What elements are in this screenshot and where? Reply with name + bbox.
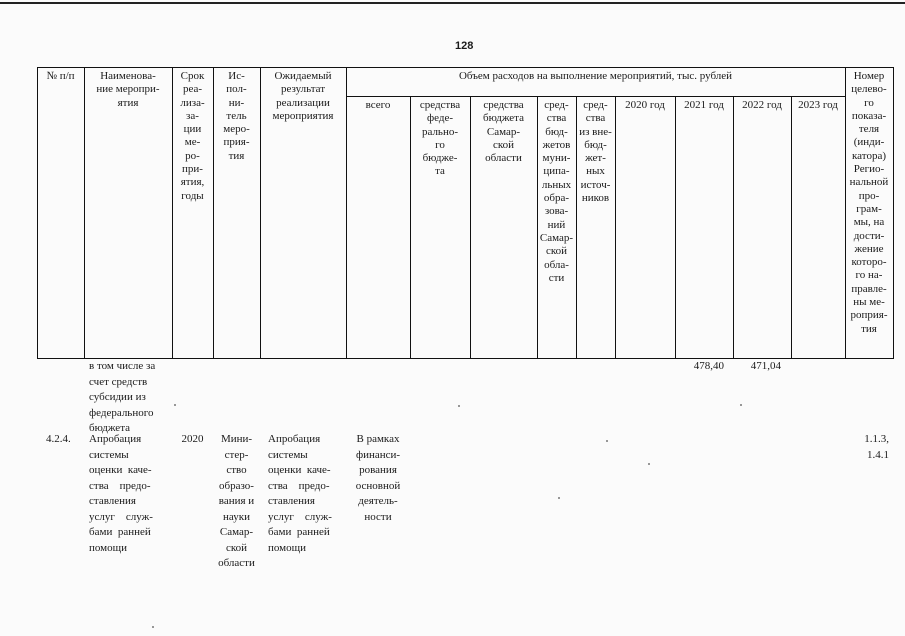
scan-speck [458,405,460,407]
row-number: 4.2.4. [46,433,71,445]
scan-speck [558,497,560,499]
header-col-executor: Ис- пол- ни- тель меро- прия- тия [223,70,250,162]
row-indicator: 1.1.3, 1.4.1 [864,433,889,461]
row-subsidy-2021: 478,40 [693,360,724,372]
page-number: 128 [455,40,474,52]
header-col-name: Наименова- ние меропри- ятия [96,70,160,109]
header-sub-2023: 2023 год [798,99,838,111]
scan-speck [152,626,154,628]
scan-speck [606,440,608,442]
header-col-expenses: Объем расходов на выполнение мероприятий, тыс. рублей [458,70,733,82]
row-term: 2020 [181,433,204,445]
header-col-term: Срок реа- лиза- за- ции ме- ро- при- ятия, годы [180,70,205,202]
header-sub-total: всего [365,99,391,111]
top-rule [0,2,905,4]
row-total: В рамках финанси- рования основной деятель- ности [355,433,401,523]
scan-speck [740,404,742,406]
row-subsidy-name: в том числе за счет средств субсидии из федерального бюджета [89,360,156,434]
header-sub-extrabudget: сред- ства из вне- бюд- жет- ных источ- ников [579,99,612,205]
scan-speck [174,404,176,406]
header-col-result: Ожидаемый результат реализации мероприятия [272,70,334,122]
row-executor: Мини- стер- ство образо- вания и науки Самар- ской области [218,433,255,569]
header-sub-regional: средства бюджета Самар- ской области [482,99,524,165]
header-col-number: № п/п [46,70,75,82]
row-result: Апробация системы оценки каче- ства предо- ставления услуг служ- бами ранней помощи [268,433,332,554]
header-sub-2021: 2021 год [684,99,724,111]
scan-speck [648,463,650,465]
row-name: Апробация системы оценки каче- ства предо- ставления услуг служ- бами ранней помощи [89,433,153,554]
row-subsidy-2022: 471,04 [750,360,781,372]
header-sub-2022: 2022 год [742,99,782,111]
header-sub-2020: 2020 год [625,99,665,111]
header-sub-municipal: сред- ства бюд- жетов муни- ципа- льных обра- зова- ний Самар- ской обла- сти [539,99,574,284]
header-sub-federal: средства феде- рально- го бюдже- та [419,99,461,178]
header-col-indicator: Номер целево- го показа- теля (инди- катора) Регио- нальной про- грам- мы, на дости- жение которо- го на- правле- ны ме- роприя- тия [849,70,889,335]
